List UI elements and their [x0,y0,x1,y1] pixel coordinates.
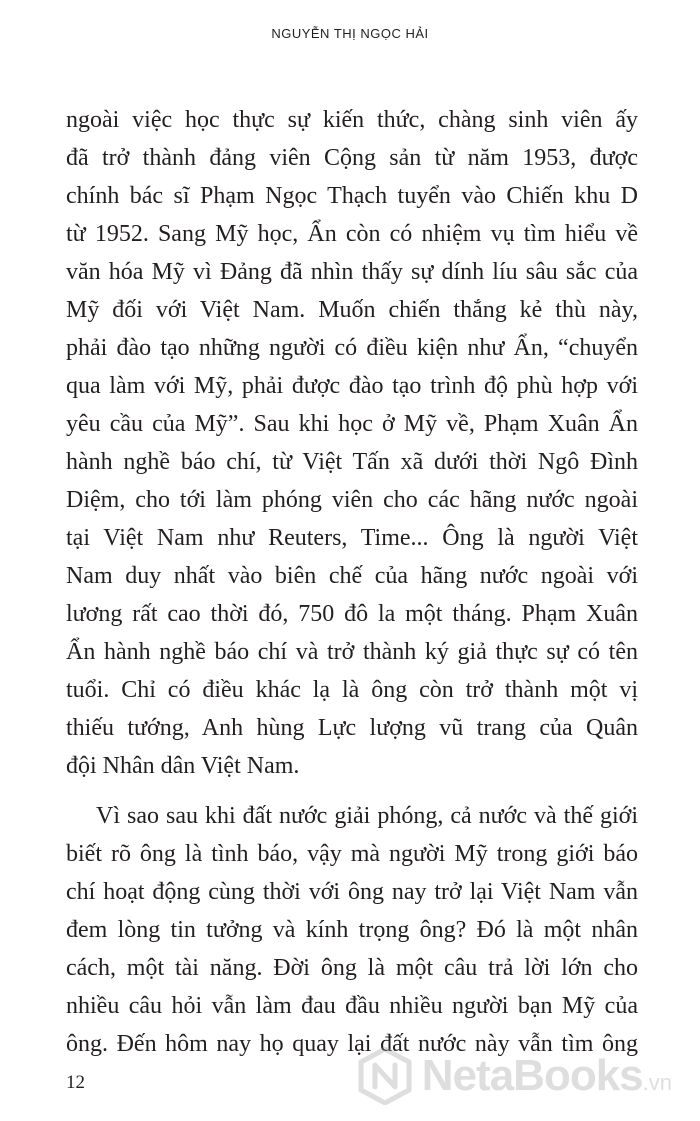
text-line: thiếu tướng, Anh hùng Lực lượng vũ trang của Quân [66,715,638,741]
text-line: Vì sao sau khi đất nước giải phóng, cả nước và thế giới [96,803,638,829]
watermark-brand [422,1051,672,1101]
text-line: đội Nhân dân Việt Nam. [66,753,300,779]
text-line: qua làm với Mỹ, phải được đào tạo trình độ phù hợp với [66,373,638,399]
text-line: tại Việt Nam như Reuters, Time... Ông là người Việt [66,525,638,551]
text-line: biết rõ ông là tình báo, vậy mà người Mỹ trong giới báo [66,841,638,867]
text-line: lương rất cao thời đó, 750 đô la một tháng. Phạm Xuân [66,601,638,627]
text-line: văn hóa Mỹ vì Đảng đã nhìn thấy sự dính líu sâu sắc của [66,259,638,285]
running-head: NGUYỄN THỊ NGỌC HẢI [271,26,429,41]
text-line: từ 1952. Sang Mỹ học, Ẩn còn có nhiệm vụ tìm hiểu về [66,221,638,247]
text-line: Nam duy nhất vào biên chế của hãng nước ngoài với [66,563,638,589]
text-line: yêu cầu của Mỹ”. Sau khi học ở Mỹ về, Phạm Xuân Ẩn [66,411,638,437]
text-line: nhiều câu hỏi vẫn làm đau đầu nhiều người bạn Mỹ của [66,993,638,1019]
text-line: chính bác sĩ Phạm Ngọc Thạch tuyển vào Chiến khu D [66,183,638,209]
watermark-suffix: .vn [642,1070,672,1095]
text-line: hành nghề báo chí, từ Việt Tấn xã dưới thời Ngô Đình [66,449,638,475]
text-line: đem lòng tin tưởng và kính trọng ông? Đó là một nhân [66,917,638,943]
text-line: tuổi. Chỉ có điều khác lạ là ông còn trở thành một vị [66,677,638,703]
text-line: phải đào tạo những người có điều kiện như Ẩn, “chuyển [66,335,638,361]
text-line: Ẩn hành nghề báo chí và trở thành ký giả thực sự có tên [66,639,638,665]
netabooks-logo-icon [356,1047,414,1105]
text-line: chí hoạt động cùng thời với ông nay trở lại Việt Nam vẫn [66,879,638,905]
text-line: cách, một tài năng. Đời ông là một câu trả lời lớn cho [66,955,638,981]
text-line: ông. Đến hôm nay họ quay lại đất nước này vẫn tìm ông [66,1031,638,1057]
page-number: 12 [66,1072,85,1093]
watermark [356,1044,672,1108]
text-line: đã trở thành đảng viên Cộng sản từ năm 1953, được [66,145,638,171]
watermark-brand-name: NetaBooks [421,1051,643,1100]
text-line: ngoài việc học thực sự kiến thức, chàng sinh viên ấy [66,107,638,133]
text-line: Mỹ đối với Việt Nam. Muốn chiến thắng kẻ thù này, [66,297,638,323]
text-line: Diệm, cho tới làm phóng viên cho các hãng nước ngoài [66,487,638,513]
